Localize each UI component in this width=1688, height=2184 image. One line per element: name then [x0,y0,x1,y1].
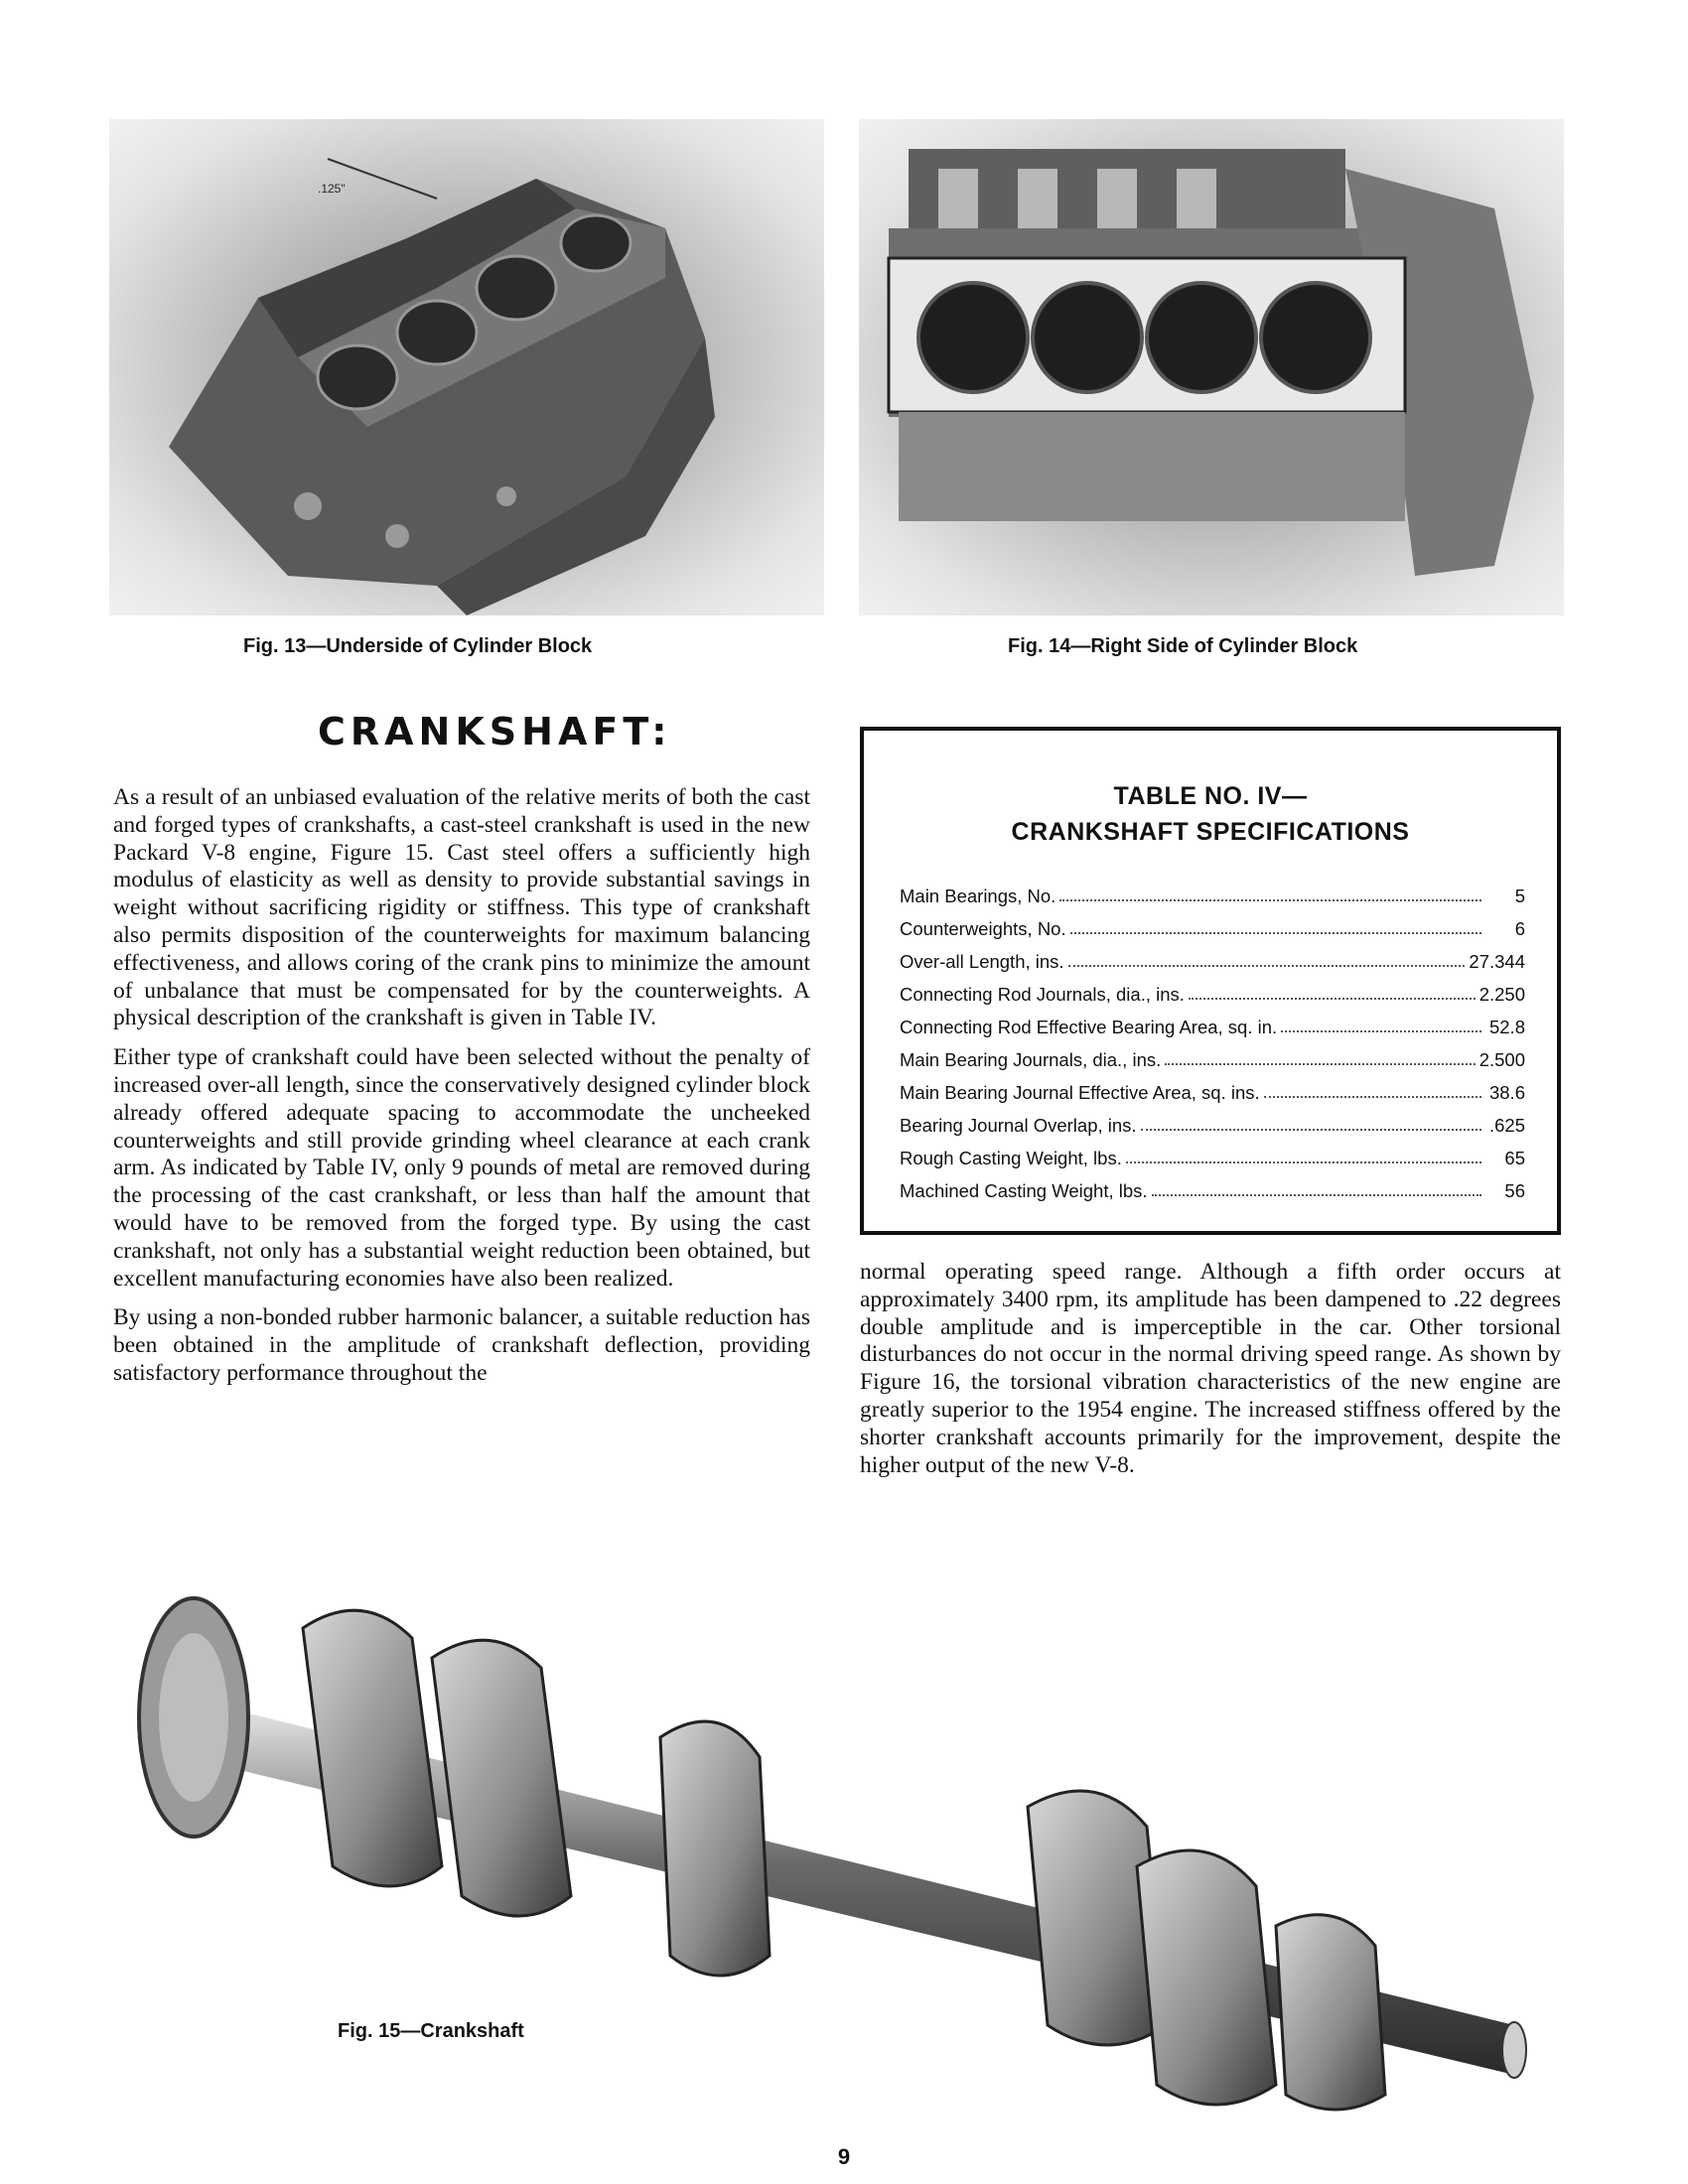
leader-dots [1141,1128,1481,1131]
spec-label: Machined Casting Weight, lbs. [900,1180,1148,1201]
spec-label: Main Bearings, No. [900,886,1056,906]
table-title-line1: TABLE NO. IV— [1113,782,1308,810]
paragraph: By using a non-bonded rubber harmonic balancer, a suitable reduction has been obtained in the amplitude of crankshaft deflection, providing satisfactory performance throughout the [113,1304,810,1386]
spec-value: .625 [1488,1115,1525,1136]
table-row [900,976,1525,1006]
leader-dots [1281,1029,1481,1032]
spec-value: 27.344 [1469,951,1525,972]
spec-label: Connecting Rod Effective Bearing Area, sq. in. [900,1017,1278,1037]
leader-dots [1059,898,1481,901]
spec-value: 52.8 [1488,1017,1525,1037]
table-row [900,1041,1525,1071]
table-row [900,1140,1525,1169]
table-row [900,1172,1525,1202]
spec-label: Bearing Journal Overlap, ins. [900,1115,1137,1136]
paragraph: normal operating speed range. Although a fifth order occurs at approximately 3400 rpm, its amplitude has been dampened to .22 degrees double amplitude and is imperceptible in the car. Other torsional disturbances do not occur in the normal driving speed range. As shown by Figure 16, the torsional vibration characteristics of the new engine are greatly superior to the 1954 engine. The increased stiffness offered by the shorter crankshaft accounts primarily for the improvement, despite the higher output of the new V-8. [860,1259,1561,1478]
leader-dots [1068,964,1466,967]
fig13-photo [109,119,824,615]
leader-dots [1264,1095,1481,1098]
leader-dots [1126,1160,1481,1163]
spec-value: 6 [1514,918,1525,939]
paragraph: As a result of an unbiased evaluation of the relative merits of both the cast and forged types of crankshafts, a cast-steel crankshaft is used in the new Packard V-8 engine, Figure 15. Cast steel offers a sufficiently high modulus of elasticity as well as density to provide substantial savings in weight without sacrificing rigidity or stiffness. This type of crankshaft also permits disposition of the counterweights for maximum balancing effectiveness, and allows coring of the crank pins to minimize the amount of unbalance that must be compensated for by the counterweights. A physical description of the crankshaft is given in Table IV. [113,784,810,1031]
fig14-caption: Fig. 14—Right Side of Cylinder Block [1008,635,1358,657]
section-heading: CRANKSHAFT: [318,710,672,753]
spec-value: 65 [1504,1148,1525,1168]
spec-value: 38.6 [1488,1082,1525,1103]
engine-block-right-side-image [859,119,1564,615]
table-title-line2: CRANKSHAFT SPECIFICATIONS [1011,818,1410,846]
spec-label: Counterweights, No. [900,918,1066,939]
leader-dots [1152,1193,1481,1196]
table-row [900,1009,1525,1038]
leader-dots [1189,997,1476,1000]
fig14-photo [859,119,1564,615]
fig15-caption: Fig. 15—Crankshaft [338,2020,524,2042]
leader-dots [1070,931,1481,934]
spec-label: Main Bearing Journal Effective Area, sq. ins. [900,1082,1260,1103]
spec-label: Main Bearing Journals, dia., ins. [900,1049,1162,1070]
spec-label: Connecting Rod Journals, dia., ins. [900,984,1185,1005]
page-number: 9 [837,2144,851,2169]
leader-dots [1165,1062,1475,1065]
spec-value: 5 [1514,886,1525,906]
crankshaft-specifications-table [860,727,1561,1235]
crankshaft-image [104,1549,1564,2134]
right-text-column [860,1259,1561,1491]
spec-value: 2.250 [1478,984,1525,1005]
spec-label: Rough Casting Weight, lbs. [900,1148,1122,1168]
engine-block-underside-image [109,119,824,615]
fig13-callout-label: .125" [318,182,346,196]
fig13-caption: Fig. 13—Underside of Cylinder Block [243,635,593,657]
spec-label: Over-all Length, ins. [900,951,1064,972]
table-row [900,1074,1525,1104]
spec-value: 56 [1504,1180,1525,1201]
table-row [900,943,1525,973]
paragraph: Either type of crankshaft could have been selected without the penalty of increased over-all length, since the conservatively designed cylinder block already offered adequate spacing to accommodate the uncheeked counterweights and still provide grinding wheel clearance at each crank arm. As indicated by Table IV, only 9 pounds of metal are removed during the processing of the cast crankshaft, or less than half the amount that would have to be removed from the forged type. By using the cast crankshaft, not only has a substantial weight reduction been obtained, but excellent manufacturing economies have also been realized. [113,1044,810,1292]
table-row [900,910,1525,940]
table-row [900,878,1525,907]
table-row [900,1107,1525,1137]
spec-value: 2.500 [1478,1049,1525,1070]
left-text-column [113,784,810,1400]
fig15-photo [104,1549,1564,2134]
